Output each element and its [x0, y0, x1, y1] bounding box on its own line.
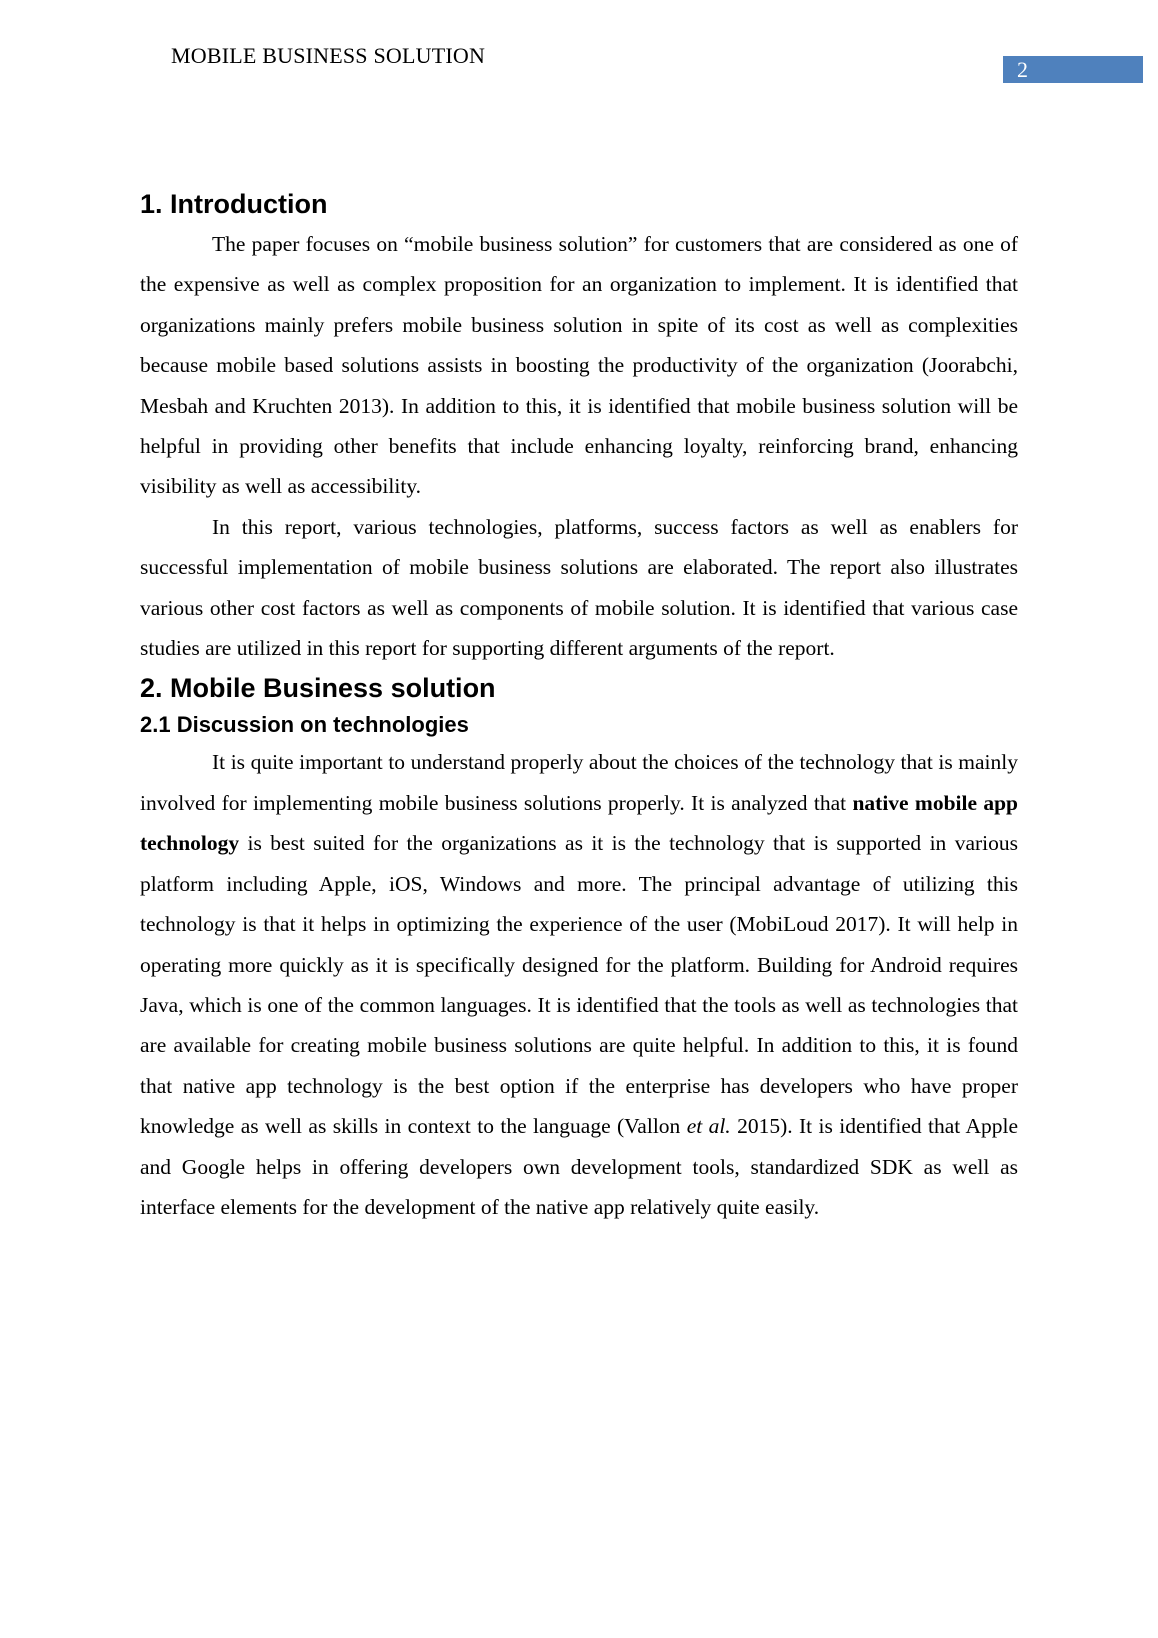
technologies-bold-term: native mobile app technology — [140, 790, 1019, 856]
technologies-paragraph — [140, 742, 1018, 1227]
subsection-heading-technologies: 2.1 Discussion on technologies — [140, 712, 469, 738]
intro-paragraph-1: The paper focuses on “mobile business solution” for customers that are considered as one of the expensive as well as complex proposition for an organization to implement. It is identified that organizations mainly prefers mobile business solution in spite of its cost as well as complexities because mobile based solutions assists in boosting the productivity of the organization (Joorabchi, Mesbah and Kruchten 2013). In addition to this, it is identified that mobile business solution will be helpful in providing other benefits that include enhancing loyalty, reinforcing brand, enhancing visibility as well as accessibility. — [140, 232, 1018, 499]
technologies-text-part-3: 2015). It is identified that Apple and Google helps in offering developers own development tools, standardized SDK as well as interface elements for the development of the native app relatively quite easily. — [140, 1114, 1018, 1219]
page-number-badge — [1003, 56, 1143, 83]
intro-paragraph-2: In this report, various technologies, platforms, success factors as well as enablers for successful implementation of mobile business solutions are elaborated. The report also illustrates various other cost factors as well as components of mobile solution. It is identified that various case studies are utilized in this report for supporting different arguments of the report. — [140, 514, 1018, 661]
page-number: 2 — [1017, 57, 1028, 82]
technologies-text-part-1: It is quite important to understand properly about the choices of the technology that is mainly involved for implementing mobile business solutions properly. It is analyzed that — [140, 750, 1018, 815]
technologies-text-part-2: is best suited for the organizations as it is the technology that is supported in various platform including Apple, iOS, Windows and more. The principal advantage of utilizing this technology is that it helps in optimizing the experience of the user (MobiLoud 2017). It will help in operating more quickly as it is specifically designed for the platform. Building for Android requires Java, which is one of the common languages. It is identified that the tools as well as technologies that are available for creating mobile business solutions are quite helpful. In addition to this, it is found that native app technology is the best option if the enterprise has developers who have proper knowledge as well as skills in context to the language (Vallon — [140, 831, 1018, 1139]
section-heading-mobile-business-solution: 2. Mobile Business solution — [140, 673, 496, 704]
document-body — [140, 184, 1018, 1227]
section-heading-introduction: 1. Introduction — [140, 189, 328, 219]
running-header-title: MOBILE BUSINESS SOLUTION — [171, 43, 486, 68]
technologies-italic-citation: et al. — [686, 1114, 731, 1139]
